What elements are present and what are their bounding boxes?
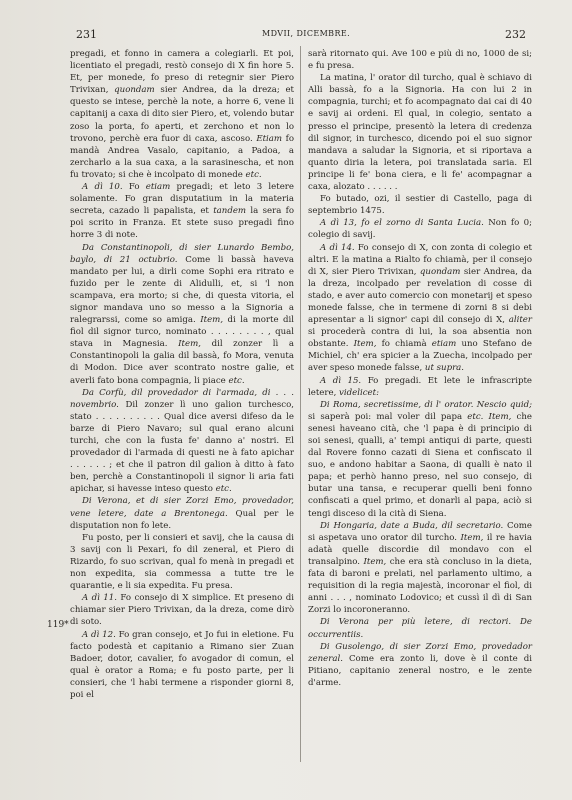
- paragraph: [70, 629, 294, 702]
- text-run: dil zonzer lì a Constantinopoli la galia dil bassà, fo Mora, venuta di Modon. Dice aver scontrato nostre galie, et averli fato bona compagnia, li piace: [70, 339, 294, 386]
- italic-run: Item,: [200, 315, 224, 326]
- paragraph: [70, 48, 294, 181]
- italic-run: A dì 12.: [82, 629, 116, 640]
- text-run: Fo: [122, 182, 146, 193]
- paragraph: [308, 72, 532, 193]
- italic-run: etc.: [245, 169, 262, 180]
- left-column: [70, 48, 294, 701]
- paragraph: [308, 641, 532, 689]
- paragraph: [308, 375, 532, 399]
- text-run: Non fo 0; colegio di savij.: [308, 218, 532, 241]
- right-column: [308, 48, 532, 689]
- italic-run: Da Constantinopoli, di sier Lunardo Bembo, baylo, di 21 octubrio.: [70, 242, 294, 265]
- paragraph: [70, 532, 294, 592]
- page-number-right: 232: [505, 28, 526, 41]
- italic-run: Di Roma, secretissime, di l' orator. Nescio quid;: [320, 399, 532, 410]
- italic-run: Etiam: [256, 133, 283, 144]
- text-run: Fo pregadi. Et lete le infrascripte letere,: [308, 375, 533, 398]
- italic-run: Da Corfù, dil provedador di l'armada, di . . . novembrio.: [70, 387, 294, 410]
- text-run: Come li bassà haveva mandato per lui, a dirli come Sophi era ritrato e fuzido per le zente di Alidulli, et, si 'l non scampava, era morto; si che, di questa vitoria, el signor mandava uno so messo a la Signoria a ralegrarssi, come so amiga.: [70, 254, 294, 326]
- text-run: la sera fo poi scrito in Franza. Et stete suso pregadi fino horre 3 di note.: [70, 206, 294, 241]
- text-run: uno Stefano de Michiel, ch' era spicier a la Zuecha, incolpado per aver speso monede falsse,: [308, 339, 533, 374]
- text-run: Fo consejo di X, con zonta di colegio et altri. E la matina a Rialto fo chiamà, per il consejo di X, sier Piero Trivixan,: [308, 242, 533, 277]
- text-run: Come era zonto li, dove è il conte di Pitiano, capitanio zeneral nostro, e le zente d'arme.: [308, 653, 532, 688]
- text-run: fo mandà Andrea Vasalo, capitanio, a Padoa, a zercharlo a la sua caxa, a la sarasinescha, et non fu trovato; si che è incolpato di monede: [70, 133, 295, 180]
- italic-run: A dì 14.: [320, 242, 355, 253]
- italic-run: quondam: [114, 85, 155, 96]
- text-run: La matina, l' orator dil turcho, qual è schiavo di Alli bassà, fo a la Signoria. Ha con lui 2 in compagnia, turchi; et fo acompagnato dai cai di 40 e savij ai ordeni. El qual, in colegio, sentato a presso el principe, presentò la letera di credenza dil signor, in turchesco, dicendo poi el suo signor mandava a saludar la Signoria, et si riportava a quanto diria la letera, poi translatada saria. El principe li fe' bona ciera, e li fe' acompagnar a caxa, alozato . . . . . .: [308, 73, 532, 193]
- italic-run: etc.: [228, 375, 245, 386]
- italic-run: Di Verona, et di sier Zorzi Emo, provedador, vene letere, date a Brentonega.: [70, 496, 294, 519]
- italic-run: etiam: [145, 182, 171, 193]
- text-run: Fo butado, ozi, il sestier di Castello, paga di septembrio 1475.: [308, 194, 532, 217]
- text-run: Fu posto, per li consieri et savij, che la causa di 3 savij con li Pexari, fo dil zeneral, et Piero di Rizardo, fo suo scrivan, qual fo menà in pregadi et non expedita, sia commessa a tutte tre le quarantie, e li sia expedita. Fu presa.: [70, 532, 294, 592]
- italic-run: ut supra.: [424, 363, 465, 374]
- italic-run: A dì 10.: [82, 182, 123, 193]
- italic-run: Di Hongaria, date a Buda, dil secretario.: [320, 520, 504, 531]
- text-run: pregadi, et fonno in camera a colegiarli. Et poi, licentiato el pregadi, restò consejo di X fin hore 5. Et, per monede, fo preso di retegnir sier Piero Trivixan,: [70, 49, 294, 96]
- paragraph: [70, 495, 294, 531]
- text-run: Come si aspetava uno orator dil turcho.: [308, 520, 532, 543]
- paragraph: [70, 181, 294, 241]
- text-run: che era stà concluso in la dieta, fata di baroni e prelati, nel parlamento ultimo, a requisition di la regia majestà, incoronar el fiol, di anni . . . , nominato Lodovico; et cussì il dì di San Zorzi lo incoroneranno.: [308, 556, 532, 616]
- text-run: Qual per le disputation non fo lete.: [70, 508, 294, 531]
- text-run: il re havia adatà quelle discordie dil mondavo con el transalpino.: [308, 532, 532, 567]
- text-run: pregadi; et leto 3 letere solamente. Fo gran disputatium in la materia secreta, cazado li papalista, et: [70, 182, 294, 217]
- italic-run: etc. Item,: [467, 411, 512, 422]
- text-run: si procederà contra di lui, la soa absentia non obstante.: [308, 327, 532, 350]
- text-run: Fo consejo di X simplice. Et preseno di chiamar sier Piero Trivixan, da la dreza, come dirò di soto.: [70, 593, 294, 628]
- italic-run: etiam: [431, 339, 457, 350]
- italic-run: Item,: [178, 339, 201, 350]
- paragraph: [308, 520, 532, 617]
- italic-run: quondam: [419, 266, 461, 277]
- italic-run: A dì 13, fo el zorno di Santa Lucia.: [320, 218, 484, 229]
- text-run: sier Andrea, da la dreza; et questo se intese, perchè la note, a horre 6, vene li capitanij a caxa di dito sier Piero, et, volendo butar zoso la porta, fo aperti, et zerchono et non lo trovono, perchè era fuor di caxa, ascoso.: [70, 85, 295, 144]
- italic-run: Di Gusolengo, di sier Zorzi Emo, provedador zeneral.: [308, 641, 532, 664]
- text-run: si saperà poi: mal voler dil papa: [308, 411, 468, 422]
- text-run: che senesi haveano cità, che 'l papa è di principio di soi senesi, qualli, a' tempi antiqui di parte, questi dal Rovere fonno cazati di Siena et confiscato il suo, e andono habitar a Saona, di qualli è nato il papa; et perhò hanno preso, nel suo consejo, di butar una tansa, e recuperar quelli beni fonno confiscati a quel primo, et donarli al papa, aciò si tengi disceso di la cità di Siena.: [308, 411, 532, 519]
- paragraph: [70, 242, 294, 387]
- italic-run: etc.: [215, 484, 232, 495]
- paragraph: [70, 387, 294, 496]
- italic-run: Item,: [460, 532, 484, 543]
- running-title: MDVII, DICEMBRE.: [262, 29, 351, 38]
- italic-run: Item,: [353, 339, 377, 350]
- italic-run: videlicet:: [339, 387, 379, 398]
- text-run: Dil zonzer lì uno galion turchesco, stato . . . . . . . . . . Qual dice aversi difeso da le barze di Piero Navaro; sul qual erano alcuni turchi, che con la fusta fe' danno a' nostri. El provedador di l'armada di questi ne à fato apichar . . . . . . ; et che il patron dil galion à ditto à fato ben, perchè a Constantinopoli il signor li aria fati apichar, si havesse inteso questo: [70, 399, 294, 495]
- italic-run: Di Verona per più letere, di rectori. De occurrentiis.: [308, 617, 532, 640]
- paragraph: [70, 592, 294, 628]
- paragraph: [308, 217, 532, 241]
- margin-folio-note: 119*: [47, 620, 69, 630]
- text-run: fo chiamà: [376, 339, 432, 350]
- page-header: [0, 28, 572, 44]
- paragraph: [308, 242, 532, 375]
- column-divider: [300, 46, 301, 762]
- italic-run: tandem: [213, 206, 247, 217]
- page-number-left: 231: [76, 28, 97, 41]
- paragraph: [308, 193, 532, 217]
- paragraph: [308, 399, 532, 520]
- paragraph: [308, 48, 532, 72]
- italic-run: A dì 15.: [320, 375, 362, 386]
- text-run: sarà ritornato qui. Ave 100 e più di no, 1000 de si; e fu presa.: [308, 49, 532, 72]
- italic-run: Item,: [363, 556, 387, 567]
- text-run: di la morte dil fiol dil signor turco, nominato . . . . . . . . , qual stava in Magnesia.: [70, 315, 294, 350]
- paragraph: [308, 616, 532, 640]
- italic-run: aliter: [508, 315, 532, 326]
- italic-run: A dì 11.: [82, 593, 117, 604]
- text-run: Fo gran consejo, et Jo fui in eletione. Fu facto podestà et capitanio a Rimano sier Zuan Badoer, dotor, cavalier, fo avogador di comun, el qual è orator a Roma; e fu posto parte, per li consieri, che 'l habi termene a risponder giorni 8, poi el: [70, 629, 294, 700]
- text-run: sier Andrea, da la dreza, incolpado per revelation di cosse di stado, e aver auto comercio con monetarij et speso monede falsse, che in termene di zorni 8 si debi apresentar a li signor' capi dil consejo di X,: [308, 266, 533, 326]
